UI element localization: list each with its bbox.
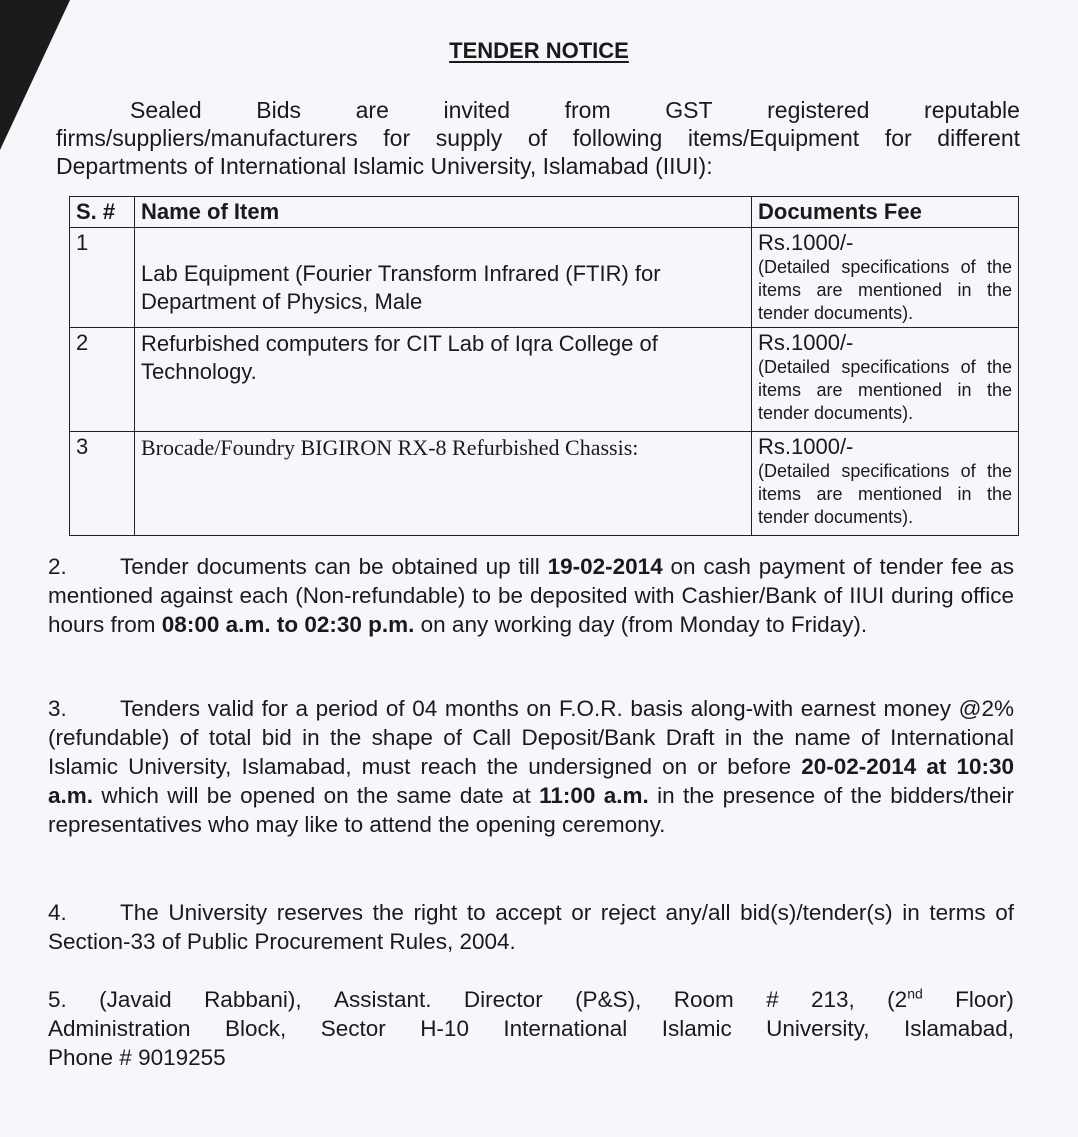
row-item: Brocade/Foundry BIGIRON RX-8 Refurbished Chassis: [135,432,752,536]
row-fee [752,228,1019,328]
header-fee: Documents Fee [752,197,1019,228]
intro-word: invited [443,97,510,123]
contact-word: # [766,987,779,1012]
contact-line-2 [48,1014,1014,1043]
contact-word: Islamic [661,1016,732,1041]
intro-word: reputable [924,97,1020,123]
table-row [70,228,1019,328]
intro-line-3: Departments of International Islamic University, Islamabad (IIUI): [56,153,713,179]
items-table [69,196,1019,536]
contact-word: Sector [320,1016,386,1041]
para-text: Tender documents can be obtained up till [120,554,548,579]
contact-word: (P&S), [575,987,642,1012]
contact-word: University, [766,1016,870,1041]
fee-note: (Detailed specifications of the items are mentioned in the tender documents). [758,257,1012,323]
contact-phone: Phone # 9019255 [48,1045,226,1070]
contact-word: Rabbani), [204,987,302,1012]
contact-word: Administration [48,1016,191,1041]
para-text: which will be opened on the same date at [93,783,540,808]
row-item: Refurbished computers for CIT Lab of Iqra College of Technology. [135,328,752,432]
fee-amount: Rs.1000/- [758,330,854,355]
intro-word: Bids [256,97,301,123]
para-text: on cash payment of tender fee as mentioned against each (Non-refundable) to be deposited with Cashier/Bank of IIUI during office hours from [48,554,1014,637]
row-sn: 1 [70,228,135,328]
contact-word: Islamabad, [903,1016,1014,1041]
paragraph-number: 3. [48,696,67,721]
para-text: on any working day (from Monday to Friday). [414,612,868,637]
notice-title [0,38,1078,64]
fee-amount: Rs.1000/- [758,230,854,255]
contact-line-1 [48,985,1014,1014]
contact-word: 213, [811,987,855,1012]
table-header-row [70,197,1019,228]
contact-word: Director [463,987,543,1012]
table-row [70,328,1019,432]
row-sn: 3 [70,432,135,536]
row-fee [752,328,1019,432]
paragraph-5 [48,985,1014,1072]
intro-line-2: firms/suppliers/manufacturers for supply of following items/Equipment for different [56,125,1020,151]
paragraph-3 [48,694,1014,839]
floor-label: (2nd [887,985,923,1012]
paragraph-number: 2. [48,554,67,579]
intro-word: from [564,97,611,123]
intro-word: registered [767,97,870,123]
opening-time: 11:00 a.m. [539,783,649,808]
header-sn: S. # [70,197,135,228]
contact-word: Block, [225,1016,287,1041]
fee-note: (Detailed specifications of the items are mentioned in the tender documents). [758,461,1012,527]
contact-word: H-10 [420,1016,469,1041]
notice-title-text: TENDER NOTICE [449,38,629,63]
obtain-deadline: 19-02-2014 [547,554,663,579]
submission-deadline: 20-02-2014 at 10:30 a.m. [48,754,1014,808]
paragraph-2 [48,552,1014,639]
office-hours: 08:00 a.m. to 02:30 p.m. [161,612,415,637]
header-item: Name of Item [135,197,752,228]
contact-word: Assistant. [334,987,432,1012]
contact-word: Floor) [955,987,1014,1012]
contact-word: Room [673,987,734,1012]
para-text: The University reserves the right to accept or reject any/all bid(s)/tender(s) in terms of Section-33 of Public Procurement Rules, 2004. [48,900,1014,954]
intro-paragraph [56,96,1020,180]
intro-word: are [355,97,389,123]
contact-word: (Javaid [99,987,172,1012]
row-item: Lab Equipment (Fourier Transform Infrared (FTIR) for Department of Physics, Male [135,228,752,328]
fee-amount: Rs.1000/- [758,434,854,459]
intro-word: Sealed [130,97,202,123]
row-sn: 2 [70,328,135,432]
paragraph-number: 4. [48,900,67,925]
para-text: in the presence of the bidders/their representatives who may like to attend the opening ceremony. [48,783,1015,837]
paragraph-number: 5. [48,987,67,1012]
para-text: Tenders valid for a period of 04 months on F.O.R. basis along-with earnest money @2% (refundable) of total bid in the shape of Call Deposit/Bank Draft in the name of International Islamic University, Islamabad, must reach the undersigned on or before [48,696,1014,779]
table-row [70,432,1019,536]
intro-line-1 [56,96,1020,124]
row-fee [752,432,1019,536]
fee-note: (Detailed specifications of the items are mentioned in the tender documents). [758,357,1012,423]
intro-word: GST [665,97,713,123]
paragraph-4 [48,898,1014,956]
contact-word: International [503,1016,628,1041]
